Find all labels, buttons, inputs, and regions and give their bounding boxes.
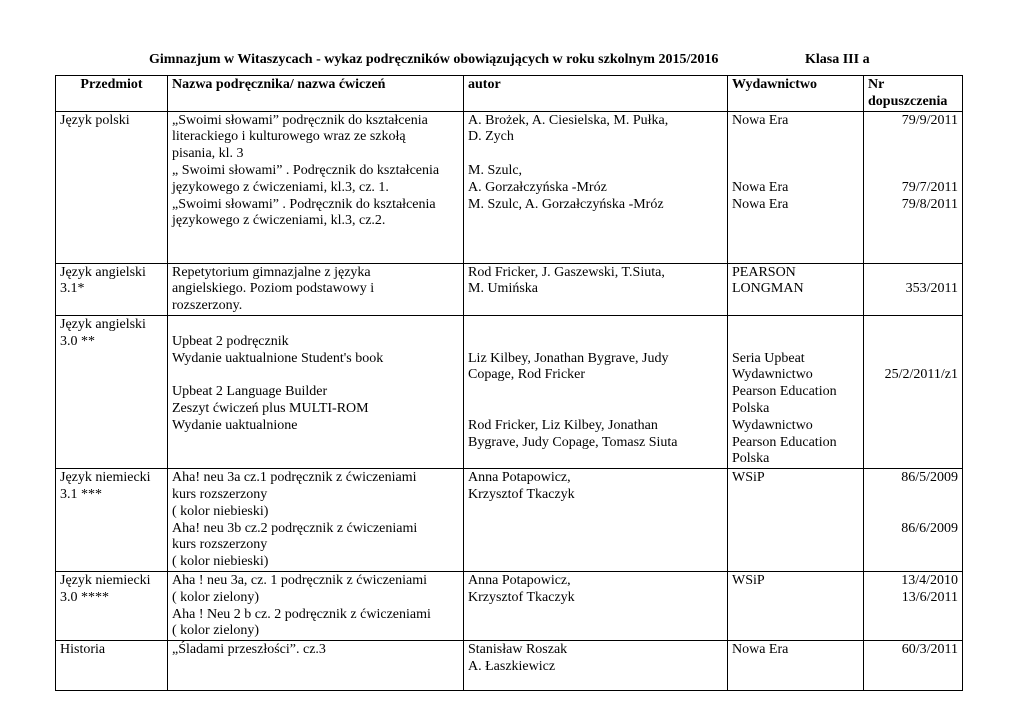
subject-cell bbox=[56, 571, 168, 640]
cell-line: 3.0 ** bbox=[60, 333, 95, 349]
cell-line bbox=[732, 129, 859, 146]
cell-line bbox=[868, 504, 958, 521]
cell-line: ( kolor niebieski) bbox=[172, 503, 269, 519]
textbook-table bbox=[55, 75, 963, 691]
cell-line: Upbeat 2 podręcznik bbox=[172, 333, 289, 349]
cell-line: 3.1 *** bbox=[60, 486, 102, 502]
cell-line bbox=[468, 401, 723, 418]
cell-line: Anna Potapowicz, bbox=[468, 572, 571, 588]
cell-line: Krzysztof Tkaczyk bbox=[468, 589, 575, 605]
cell-line: Stanisław Roszak bbox=[468, 642, 568, 658]
cell-line bbox=[732, 334, 859, 351]
cell-line: Polska bbox=[732, 400, 770, 416]
author-cell bbox=[464, 263, 728, 315]
cell-line: 13/4/2010 bbox=[901, 572, 958, 588]
cell-line: Wydanie uaktualnione Student's book bbox=[172, 350, 384, 366]
cell-line bbox=[172, 367, 459, 384]
table-header-row bbox=[56, 76, 963, 112]
class-label: Klasa III a bbox=[805, 52, 870, 67]
document-title: Gimnazjum w Witaszycach - wykaz podręczników obowiązujących w roku szkolnym 2015/2016 bbox=[149, 52, 719, 67]
header-book: Nazwa podręcznika/ nazwa ćwiczeń bbox=[168, 76, 464, 112]
cell-line: Liz Kilbey, Jonathan Bygrave, Judy bbox=[468, 350, 669, 366]
cell-line: ( kolor zielony) bbox=[172, 589, 260, 605]
author-cell bbox=[464, 571, 728, 640]
cell-line bbox=[868, 487, 958, 504]
cell-line: 13/6/2011 bbox=[901, 589, 958, 605]
cell-line bbox=[732, 163, 859, 180]
cell-line: Pearson Education bbox=[732, 434, 837, 450]
cell-line: M. Szulc, A. Gorzałczyńska -Mróz bbox=[468, 196, 664, 212]
publisher-cell bbox=[728, 263, 864, 315]
cell-line: Pearson Education bbox=[732, 384, 837, 400]
cell-line: językowego z ćwiczeniami, kl.3, cz. 1. bbox=[172, 179, 389, 195]
cell-line bbox=[868, 146, 958, 163]
cell-line: 79/7/2011 bbox=[901, 179, 958, 195]
number-cell bbox=[864, 263, 963, 315]
cell-line bbox=[868, 334, 958, 351]
cell-line: Język angielski bbox=[60, 316, 146, 332]
cell-line: A. Gorzałczyńska -Mróz bbox=[468, 179, 607, 195]
number-cell bbox=[864, 111, 963, 263]
cell-line: A. Łaszkiewicz bbox=[468, 658, 556, 674]
cell-line: Nowa Era bbox=[732, 196, 789, 212]
cell-line: 353/2011 bbox=[905, 281, 958, 297]
cell-line: 79/8/2011 bbox=[901, 196, 958, 212]
cell-line: Rod Fricker, Liz Kilbey, Jonathan bbox=[468, 417, 658, 433]
cell-line: WSiP bbox=[732, 572, 765, 588]
book-cell bbox=[168, 469, 464, 572]
cell-line: M. Szulc, bbox=[468, 162, 523, 178]
table-row bbox=[56, 263, 963, 315]
number-cell bbox=[864, 469, 963, 572]
author-cell bbox=[464, 111, 728, 263]
table-row bbox=[56, 469, 963, 572]
subject-cell bbox=[56, 469, 168, 572]
cell-line bbox=[868, 351, 958, 368]
cell-line: kurs rozszerzony bbox=[172, 486, 268, 502]
table-row bbox=[56, 571, 963, 640]
table-row bbox=[56, 315, 963, 468]
author-cell bbox=[464, 469, 728, 572]
cell-line: Wydawnictwo bbox=[732, 417, 813, 433]
cell-line bbox=[468, 334, 723, 351]
cell-line: Krzysztof Tkaczyk bbox=[468, 486, 575, 502]
author-cell bbox=[464, 641, 728, 691]
cell-line: Wydanie uaktualnione bbox=[172, 417, 298, 433]
cell-line: 25/2/2011/z1 bbox=[884, 367, 958, 383]
cell-line: „ Swoimi słowami” . Podręcznik do kształcenia bbox=[172, 162, 440, 178]
publisher-cell bbox=[728, 641, 864, 691]
cell-line: Bygrave, Judy Copage, Tomasz Siuta bbox=[468, 434, 678, 450]
cell-line: 79/9/2011 bbox=[901, 112, 958, 128]
cell-line: językowego z ćwiczeniami, kl.3, cz.2. bbox=[172, 213, 386, 229]
cell-line: kurs rozszerzony bbox=[172, 537, 268, 553]
number-cell bbox=[864, 571, 963, 640]
cell-line: 3.0 **** bbox=[60, 589, 109, 605]
book-cell bbox=[168, 641, 464, 691]
subject-cell bbox=[56, 263, 168, 315]
cell-line bbox=[868, 129, 958, 146]
cell-line: Zeszyt ćwiczeń plus MULTI-ROM bbox=[172, 400, 369, 416]
publisher-cell bbox=[728, 469, 864, 572]
cell-line: Język niemiecki bbox=[60, 470, 151, 486]
cell-line: Język angielski bbox=[60, 264, 146, 280]
subject-cell bbox=[56, 111, 168, 263]
header-publisher: Wydawnictwo bbox=[728, 76, 864, 112]
cell-line: Aha! neu 3a cz.1 podręcznik z ćwiczeniami bbox=[172, 470, 417, 486]
header-subject: Przedmiot bbox=[56, 76, 168, 112]
cell-line: Nowa Era bbox=[732, 179, 789, 195]
cell-line: D. Zych bbox=[468, 129, 514, 145]
subject-cell bbox=[56, 315, 168, 468]
book-cell bbox=[168, 263, 464, 315]
cell-line: 60/3/2011 bbox=[901, 642, 958, 658]
publisher-cell bbox=[728, 111, 864, 263]
cell-line: PEARSON bbox=[732, 264, 796, 280]
cell-line: Repetytorium gimnazjalne z języka bbox=[172, 264, 371, 280]
cell-line: 86/5/2009 bbox=[901, 470, 958, 486]
cell-line: literackiego i kulturowego wraz ze szkołą bbox=[172, 129, 406, 145]
cell-line bbox=[468, 384, 723, 401]
publisher-cell bbox=[728, 315, 864, 468]
cell-line: Aha ! neu 3a, cz. 1 podręcznik z ćwiczeniami bbox=[172, 572, 427, 588]
cell-line: Copage, Rod Fricker bbox=[468, 367, 586, 383]
cell-line bbox=[468, 146, 723, 163]
book-cell bbox=[168, 315, 464, 468]
publisher-cell bbox=[728, 571, 864, 640]
cell-line: Język polski bbox=[60, 112, 130, 128]
cell-line: M. Umińska bbox=[468, 281, 538, 297]
cell-line: Polska bbox=[732, 451, 770, 467]
number-cell bbox=[864, 641, 963, 691]
cell-line bbox=[868, 317, 958, 334]
table-body bbox=[56, 111, 963, 691]
header-author: autor bbox=[464, 76, 728, 112]
cell-line: 3.1* bbox=[60, 281, 85, 297]
number-cell bbox=[864, 315, 963, 468]
cell-line: Wydawnictwo bbox=[732, 367, 813, 383]
table-row bbox=[56, 111, 963, 263]
cell-line: ( kolor niebieski) bbox=[172, 554, 269, 570]
cell-line: Upbeat 2 Language Builder bbox=[172, 384, 328, 400]
book-cell bbox=[168, 111, 464, 263]
cell-line: Aha! neu 3b cz.2 podręcznik z ćwiczeniami bbox=[172, 520, 418, 536]
cell-line: Anna Potapowicz, bbox=[468, 470, 571, 486]
subject-cell bbox=[56, 641, 168, 691]
cell-line: A. Brożek, A. Ciesielska, M. Pułka, bbox=[468, 112, 669, 128]
cell-line: 86/6/2009 bbox=[901, 520, 958, 536]
cell-line: Aha ! Neu 2 b cz. 2 podręcznik z ćwiczeniami bbox=[172, 606, 431, 622]
cell-line bbox=[468, 317, 723, 334]
cell-line: angielskiego. Poziom podstawowy i bbox=[172, 281, 375, 297]
cell-line: Nowa Era bbox=[732, 642, 789, 658]
cell-line: ( kolor zielony) bbox=[172, 623, 260, 639]
cell-line bbox=[732, 317, 859, 334]
cell-line bbox=[868, 163, 958, 180]
book-cell bbox=[168, 571, 464, 640]
cell-line: pisania, kl. 3 bbox=[172, 146, 244, 162]
cell-line: Seria Upbeat bbox=[732, 350, 805, 366]
cell-line bbox=[732, 146, 859, 163]
cell-line: Historia bbox=[60, 642, 106, 658]
cell-line: WSiP bbox=[732, 470, 765, 486]
cell-line: „Swoimi słowami” . Podręcznik do kształcenia bbox=[172, 196, 436, 212]
cell-line: „Śladami przeszłości”. cz.3 bbox=[172, 642, 326, 658]
cell-line: Rod Fricker, J. Gaszewski, T.Siuta, bbox=[468, 264, 665, 280]
cell-line bbox=[172, 317, 459, 334]
header-number: Nr dopuszczenia bbox=[864, 76, 963, 112]
cell-line: LONGMAN bbox=[732, 281, 804, 297]
cell-line: „Swoimi słowami” podręcznik do kształcenia bbox=[172, 112, 428, 128]
table-row bbox=[56, 641, 963, 691]
cell-line bbox=[868, 265, 958, 282]
author-cell bbox=[464, 315, 728, 468]
cell-line: Nowa Era bbox=[732, 112, 789, 128]
cell-line: rozszerzony. bbox=[172, 298, 243, 314]
cell-line: Język niemiecki bbox=[60, 572, 151, 588]
